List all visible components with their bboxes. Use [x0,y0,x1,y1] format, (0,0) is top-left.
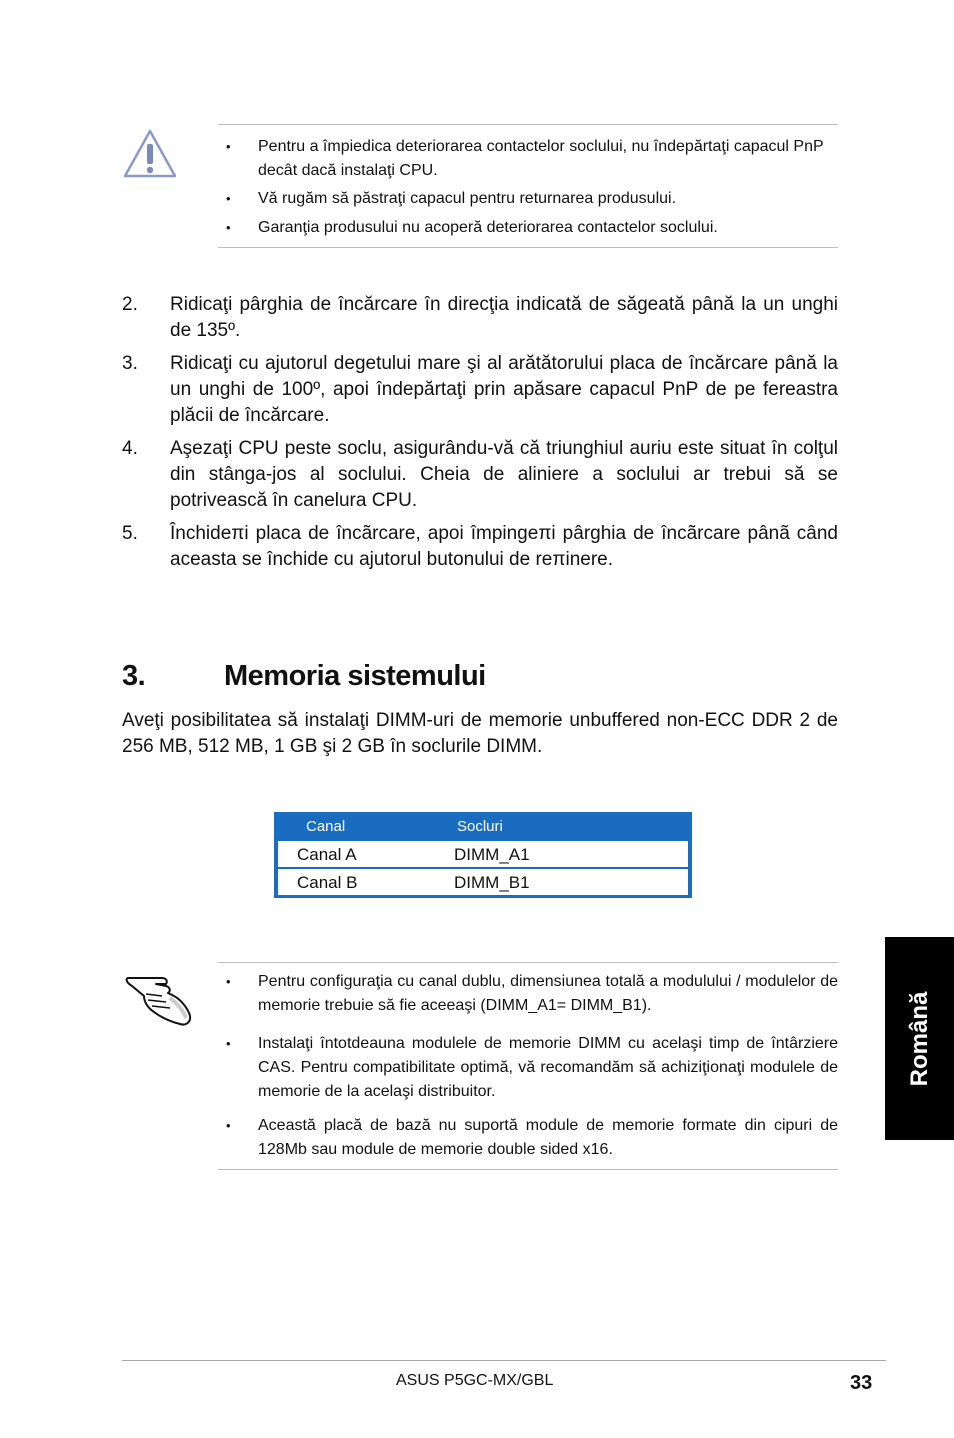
table-cell: DIMM_B1 [454,873,530,892]
note-box [218,962,838,1170]
step-item [122,292,838,344]
footer-divider [122,1360,886,1361]
header-cell: Socluri [457,818,503,835]
caution-box [218,124,838,248]
table-header [274,812,692,840]
warning-triangle-icon [122,128,178,180]
step-text: Închideπi placa de încãrcare, apoi împingeπi pârghia de încãrcare pânã când aceasta se închide cu ajutorul butonului de reπinere. [170,523,838,570]
step-number: 4. [122,438,138,459]
page-number: 33 [850,1372,873,1394]
language-tab-label: Română [905,991,933,1086]
note-item: • Instalaţi întotdeauna modulele de memorie DIMM cu acelaşi timp de întârziere CAS. Pentru compatibilitate optimă, vă recomandăm să achiziţionaţi modulele de memorie de la acelaşi distribuitor. [226,1035,838,1100]
footer-model: ASUS P5GC-MX/GBL [396,1372,554,1389]
steps-list [122,292,838,580]
section-title: Memoria sistemului [224,660,486,692]
table-row [278,869,688,895]
step-item [122,436,838,514]
step-number: 3. [122,353,138,374]
section-number: 3. [122,660,146,692]
caution-item: • Vă rugăm să păstraţi capacul pentru returnarea produsului. [226,190,677,207]
dimm-table [274,812,692,898]
caution-text: Pentru a împiedica deteriorarea contactelor soclului, nu îndepărtaţi capacul PnP decât dacă instalaţi CPU. [258,138,824,179]
note-text: Instalaţi întotdeauna modulele de memorie DIMM cu acelaşi timp de întârziere CAS. Pentru compatibilitate optimă, vă recomandăm să achiziţionaţi modulele de memorie de la acelaşi distribuitor. [258,1035,838,1100]
note-text: Pentru configuraţia cu canal dublu, dimensiunea totală a modulului / modulelor de memorie trebuie să fie aceeaşi (DIMM_A1= DIMM_B1). [258,973,838,1014]
note-item: • Pentru configuraţia cu canal dublu, dimensiunea totală a modulului / modulelor de memorie trebuie să fie aceeaşi (DIMM_A1= DIMM_B1). [226,973,838,1014]
table-cell: Canal A [297,845,357,864]
caution-text: Garanţia produsului nu acoperă deteriorarea contactelor soclului. [258,219,718,236]
header-cell: Canal [306,818,346,835]
note-text: Această placă de bază nu suportă module de memorie formate din cipuri de 128Mb sau module de memorie double sided x16. [258,1117,838,1158]
pointing-hand-icon [122,964,194,1028]
table-cell: DIMM_A1 [454,845,530,864]
step-text: Ridicaţi pârghia de încărcare în direcţia indicată de săgeată până la un unghi de 135º. [170,294,838,341]
language-tab [885,937,954,1140]
note-item: • Această placă de bază nu suportă module de memorie formate din cipuri de 128Mb sau module de memorie double sided x16. [226,1117,838,1158]
caution-item: • Pentru a împiedica deteriorarea contactelor soclului, nu îndepărtaţi capacul PnP decât dacă instalaţi CPU. [226,138,824,179]
caution-text: Vă rugăm să păstraţi capacul pentru returnarea produsului. [258,190,677,207]
table-cell: Canal B [297,873,358,892]
step-number: 5. [122,523,138,544]
section-paragraph: Aveţi posibilitatea să instalaţi DIMM-uri de memorie unbuffered non-ECC DDR 2 de 256 MB, 512 MB, 1 GB şi 2 GB în soclurile DIMM. [122,710,838,757]
step-text: Ridicaţi cu ajutorul degetului mare şi al arătătorului placa de încărcare până la un unghi de 100º, apoi îndepărtaţi prin apăsare capacul PnP de pe fereastra plăcii de încărcare. [170,353,838,426]
table-row [278,841,688,867]
step-item [122,351,838,429]
step-text: Aşezaţi CPU peste soclu, asigurându-vă că triunghiul auriu este situat în colţul din stânga-jos al soclului. Cheia de aliniere a soclului ar trebui să se potrivească în canelura CPU. [170,438,838,511]
caution-item: • Garanţia produsului nu acoperă deteriorarea contactelor soclului. [226,219,718,236]
step-item [122,521,838,573]
step-number: 2. [122,294,138,315]
